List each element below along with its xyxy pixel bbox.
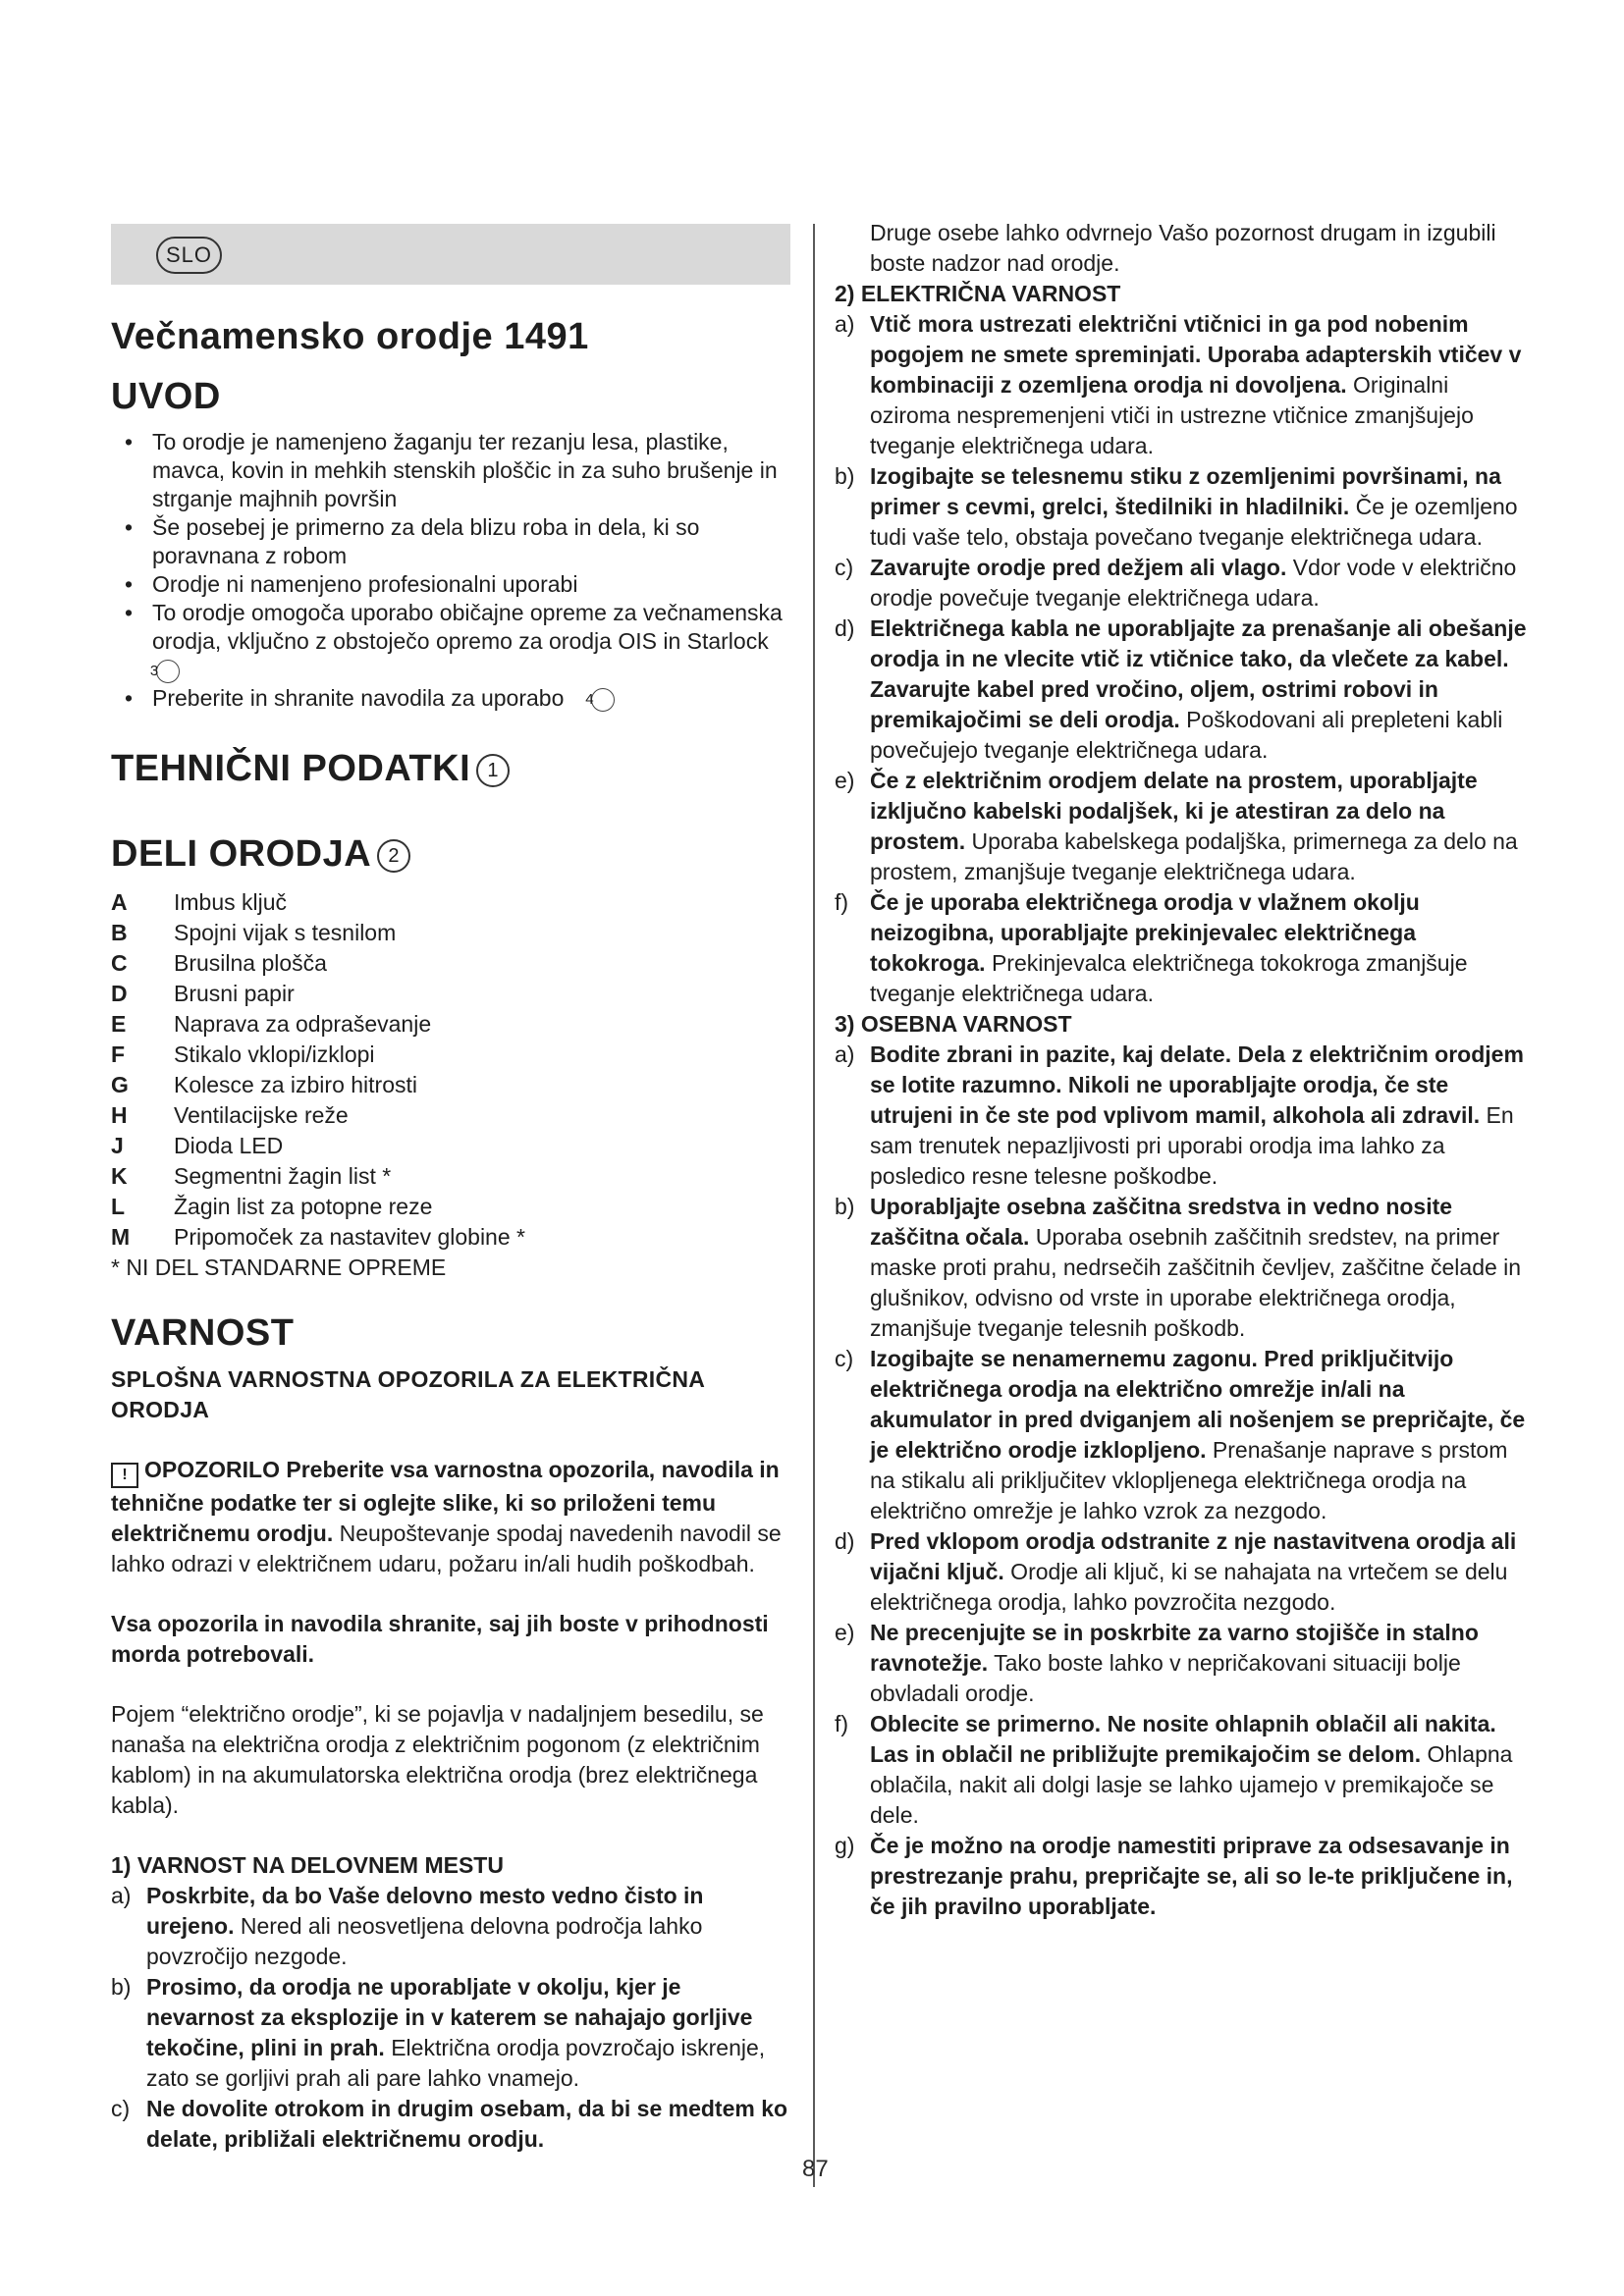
- intro-bullet: • To orodje je namenjeno žaganju ter rezanju lesa, plastike, mavca, kovin in mehkih stenskih ploščic in za suho brušenje in strganje majhnih površin: [125, 429, 778, 511]
- part-item: M Pripomoček za nastavitev globine *: [111, 1224, 525, 1250]
- safety-item: a) Vtič mora ustrezati električni vtičnici in ga pod nobenim pogojem ne smete spreminjati. Uporaba adapterskih vtičev v kombinaciji z ozemljena orodja ni dovoljena. Originalni oziroma nespremenjeni vtiči in ustrezne vtičnice zmanjšujejo tveganje električnega udara.: [835, 311, 1522, 458]
- part-item: D Brusni papir: [111, 981, 295, 1006]
- safety-subheading: SPLOŠNA VARNOSTNA OPOZORILA ZA ELEKTRIČNA ORODJA: [111, 1366, 705, 1422]
- safety-item: b) Prosimo, da orodja ne uporabljate v okolju, kjer je nevarnost za eksplozije in v katerem se nahajajo gorljive tekočine, plini in prah. Električna orodja povzročajo iskrenje, zato se gorljivi prah ali pare lahko vnamejo.: [111, 1974, 766, 2091]
- intro-bullet: • Preberite in shranite navodila za uporabo 4: [111, 684, 790, 713]
- tech-heading: TEHNIČNI PODATKI 1: [111, 748, 790, 790]
- figure-ref: 1: [476, 754, 510, 787]
- safety-item: a) Bodite zbrani in pazite, kaj delate. Dela z električnim orodjem se lotite razumno. Nikoli ne uporabljajte orodja, če ste utrujeni in če ste pod vplivom mamil, alkohola ali zdravil. En sam trenutek nepazljivosti pri uporabi orodja ima lahko za posledico resne telesne poškodbe.: [835, 1041, 1524, 1189]
- intro-bullet: • Še posebej je primerno za dela blizu roba in dela, ki so poravnana z robom: [125, 514, 700, 568]
- safety-item: b) Uporabljajte osebna zaščitna sredstva in vedno nosite zaščitna očala. Uporaba osebnih zaščitnih sredstev, na primer maske proti prahu, nedrsečih zaščitnih čevljev, zaščitne čelade in glušnikov, odvisno od vrste in uporabe električnega orodja, zmanjšuje tveganje telesnih poškodb.: [835, 1194, 1522, 1341]
- safety-item: d) Električnega kabla ne uporabljajte za prenašanje ali obešanje orodja in ne vlecite vtič iz vtičnice tako, da vlečete za kabel. Zavarujte kabel pred vročino, oljem, ostrimi robovi in premikajočimi se deli orodja. Poškodovani ali prepleteni kabli povečujejo tveganje električnega udara.: [835, 615, 1527, 763]
- language-bar: [111, 224, 790, 285]
- part-item: C Brusilna plošča: [111, 950, 327, 976]
- safety-item-continuation: Druge osebe lahko odvrnejo Vašo pozornost drugam in izgubili boste nadzor nad orodje.: [870, 220, 1496, 276]
- section-heading: 2) ELEKTRIČNA VARNOST: [835, 281, 1121, 306]
- safety-item: c) Zavarujte orodje pred dežjem ali vlago. Vdor vode v električno orodje povečuje tveganje električnega udara.: [835, 555, 1517, 611]
- part-item: B Spojni vijak s tesnilom: [111, 920, 397, 945]
- part-item: E Naprava za odpraševanje: [111, 1011, 432, 1037]
- figure-ref: 3: [156, 660, 180, 683]
- safety-item: d) Pred vklopom orodja odstranite z nje nastavitvena orodja ali vijačni ključ. Orodje ali ključ, ki se nahajata na vrtečem se delu električnega orodja, lahko povzročita nezgodo.: [835, 1528, 1517, 1615]
- parts-heading: DELI ORODJA 2: [111, 833, 790, 876]
- part-item: A Imbus ključ: [111, 889, 288, 915]
- parts-list: [111, 887, 790, 1283]
- left-column: [111, 224, 790, 2155]
- term-definition: Pojem “električno orodje”, ki se pojavlja v nadaljnjem besedilu, se nanaša na električna orodja z električnim pogonom (z električnim kablom) in na akumulatorska električna orodja (brez električnega kabla).: [111, 1701, 764, 1818]
- intro-bullet: • Orodje ni namenjeno profesionalni uporabi: [125, 571, 578, 597]
- figure-ref: 2: [377, 839, 410, 873]
- warning-paragraph: ! OPOZORILO Preberite vsa varnostna opozorila, navodila in tehnične podatke ter si oglejte slike, ki so priloženi temu električnemu orodju. Neupoštevanje spodaj navedenih navodil se lahko odrazi v električnem udaru, požaru in/ali hudih poškodbah.: [111, 1457, 782, 1576]
- part-item: G Kolesce za izbiro hitrosti: [111, 1072, 417, 1097]
- section-heading: 3) OSEBNA VARNOST: [835, 1011, 1072, 1037]
- safety-heading: VARNOST: [111, 1312, 295, 1354]
- product-title: Večnamensko orodje 1491: [111, 316, 589, 357]
- figure-ref: 4: [591, 688, 615, 712]
- part-item: F Stikalo vklopi/izklopi: [111, 1041, 375, 1067]
- safety-item: b) Izogibajte se telesnemu stiku z ozemljenimi površinami, na primer s cevmi, grelci, štedilniki in hladilniki. Če je ozemljeno tudi vaše telo, obstaja povečano tveganje električnega udara.: [835, 463, 1518, 550]
- safety-item: g) Če je možno na orodje namestiti priprave za odsesavanje in prestrezanje prahu, prepričajte se, ali so le-te priključene in, če jih pravilno uporabljate.: [835, 1833, 1513, 1919]
- intro-bullets: [111, 428, 790, 713]
- section-heading: 1) VARNOST NA DELOVNEM MESTU: [111, 1852, 504, 1878]
- keep-instructions: Vsa opozorila in navodila shranite, saj jih boste v prihodnosti morda potrebovali.: [111, 1611, 769, 1667]
- safety-item: c) Izogibajte se nenamernemu zagonu. Pred priključitvijo električnega orodja na električno omrežje in/ali na akumulator in pred dviganjem ali nošenjem se prepričajte, če je električno orodje izklopljeno. Prenašanje naprave s prstom na stikalu ali priključitev vklopljenega električnega orodja na električno omrežje je lahko vzrok za nezgodo.: [835, 1346, 1526, 1523]
- safety-item: a) Poskrbite, da bo Vaše delovno mesto vedno čisto in urejeno. Nered ali neosvetljena delovna področja lahko povzročijo nezgode.: [111, 1883, 704, 1969]
- parts-note: * NI DEL STANDARNE OPREME: [111, 1255, 447, 1280]
- safety-item: f) Oblecite se primerno. Ne nosite ohlapnih oblačil ali nakita. Las in oblačil ne približujte premikajočim se delom. Ohlapna oblačila, nakit ali dolgi lasje se lahko ujamejo v premikajoče se dele.: [835, 1711, 1513, 1828]
- right-column: [835, 218, 1532, 1922]
- safety-item: f) Če je uporaba električnega orodja v vlažnem okolju neizogibna, uporabljajte prekinjevalec električnega tokokroga. Prekinjevalca električnega tokokroga zmanjšuje tveganje električnega udara.: [835, 889, 1468, 1006]
- warning-icon: !: [111, 1463, 138, 1488]
- part-item: J Dioda LED: [111, 1133, 284, 1158]
- column-divider: [813, 224, 815, 2187]
- intro-bullet: • To orodje omogoča uporabo običajne opreme za večnamenska orodja, vključno z obstoječo opremo za orodja OIS in Starlock3: [111, 599, 790, 684]
- page-number: 87: [802, 2156, 829, 2182]
- part-item: L Žagin list za potopne reze: [111, 1194, 433, 1219]
- safety-item: e) Ne precenjujte se in poskrbite za varno stojišče in stalno ravnotežje. Tako boste lahko v nepričakovani situaciji bolje obvladali orodje.: [835, 1620, 1479, 1706]
- language-badge: SLO: [156, 237, 222, 274]
- part-item: H Ventilacijske reže: [111, 1102, 349, 1128]
- safety-item: e) Če z električnim orodjem delate na prostem, uporabljajte izključno kabelski podaljšek, ki je atestiran za delo na prostem. Uporaba kabelskega podaljška, primernega za delo na prostem, zmanjšuje tveganje električnega udara.: [835, 768, 1518, 884]
- safety-item: c) Ne dovolite otrokom in drugim osebam, da bi se medtem ko delate, približali električnemu orodju.: [111, 2096, 788, 2152]
- intro-heading: UVOD: [111, 376, 221, 417]
- part-item: K Segmentni žagin list *: [111, 1163, 392, 1189]
